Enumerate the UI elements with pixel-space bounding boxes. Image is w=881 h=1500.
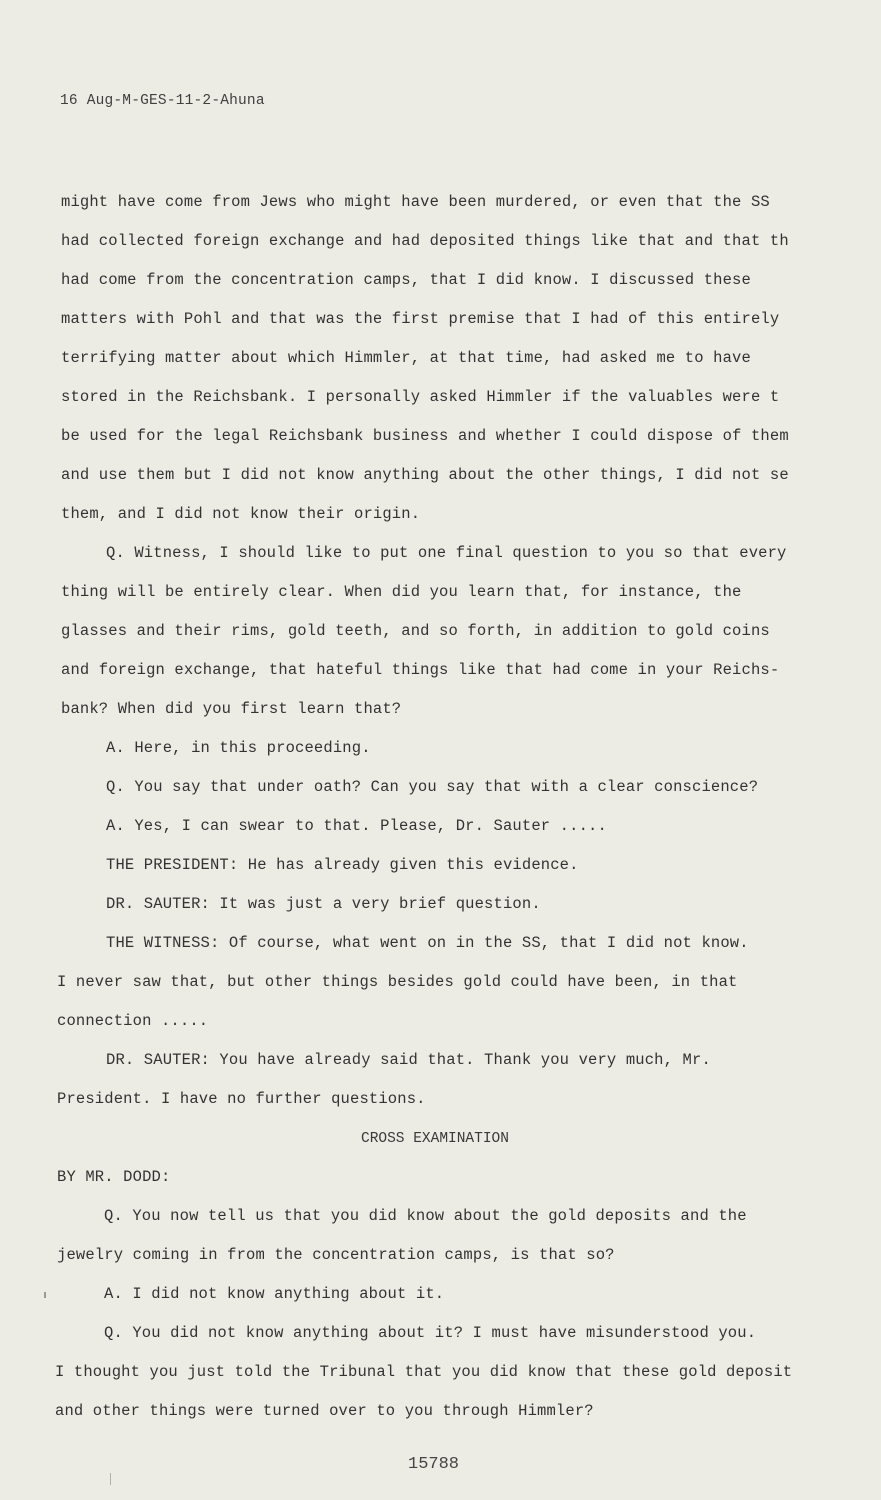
body-line-4: matters with Pohl and that was the first premise that I had of this entirely <box>61 310 780 328</box>
speaker-line: THE WITNESS: Of course, what went on in the SS, that I did not know. <box>106 934 749 952</box>
body-line-21: I never saw that, but other things besides gold could have been, in that <box>57 973 738 991</box>
body-line-13: and foreign exchange, that hateful things like that had come in your Reichs- <box>61 661 780 679</box>
speaker-line: DR. SAUTER: It was just a very brief question. <box>106 895 541 913</box>
question-line: Q. Witness, I should like to put one final question to you so that every <box>106 544 787 562</box>
body-line-3: had come from the concentration camps, that I did know. I discussed these <box>61 271 751 289</box>
page-number: 15788 <box>408 1455 460 1474</box>
body-line-5: terrifying matter about which Himmler, at that time, had asked me to have <box>61 349 751 367</box>
answer-line: A. I did not know anything about it. <box>104 1285 445 1303</box>
body-line-31: I thought you just told the Tribunal that you did know that these gold deposit <box>55 1363 793 1381</box>
document-header: 16 Aug-M-GES-11-2-Ahuna <box>60 93 265 109</box>
question-line: Q. You did not know anything about it? I must have misunderstood you. <box>104 1324 757 1342</box>
body-line-1: might have come from Jews who might have been murdered, or even that the SS <box>61 193 770 211</box>
body-line-6: stored in the Reichsbank. I personally asked Himmler if the valuables were t <box>61 388 780 406</box>
paper-mark <box>110 1473 111 1485</box>
body-line-22: connection ..... <box>57 1012 209 1030</box>
body-line-7: be used for the legal Reichsbank business and whether I could dispose of them <box>61 427 789 445</box>
body-line-8: and use them but I did not know anything about the other things, I did not se <box>61 466 789 484</box>
body-line-28: jewelry coming in from the concentration camps, is that so? <box>57 1246 615 1264</box>
speaker-line: DR. SAUTER: You have already said that. Thank you very much, Mr. <box>106 1051 711 1069</box>
examiner-line: BY MR. DODD: <box>57 1168 171 1186</box>
body-line-2: had collected foreign exchange and had deposited things like that and that th <box>61 232 789 250</box>
body-line-24: President. I have no further questions. <box>57 1090 426 1108</box>
section-heading: CROSS EXAMINATION <box>361 1131 509 1147</box>
answer-line: A. Here, in this proceeding. <box>106 739 371 757</box>
speaker-line: THE PRESIDENT: He has already given this evidence. <box>106 856 579 874</box>
body-line-11: thing will be entirely clear. When did you learn that, for instance, the <box>61 583 742 601</box>
question-line: Q. You say that under oath? Can you say that with a clear conscience? <box>106 778 759 796</box>
body-line-9: them, and I did not know their origin. <box>61 505 421 523</box>
body-line-14: bank? When did you first learn that? <box>61 700 402 718</box>
body-line-12: glasses and their rims, gold teeth, and so forth, in addition to gold coins <box>61 622 770 640</box>
paper-mark <box>44 1292 46 1298</box>
body-line-32: and other things were turned over to you through Himmler? <box>55 1402 594 1420</box>
question-line: Q. You now tell us that you did know about the gold deposits and the <box>104 1207 747 1225</box>
answer-line: A. Yes, I can swear to that. Please, Dr. Sauter ..... <box>106 817 607 835</box>
